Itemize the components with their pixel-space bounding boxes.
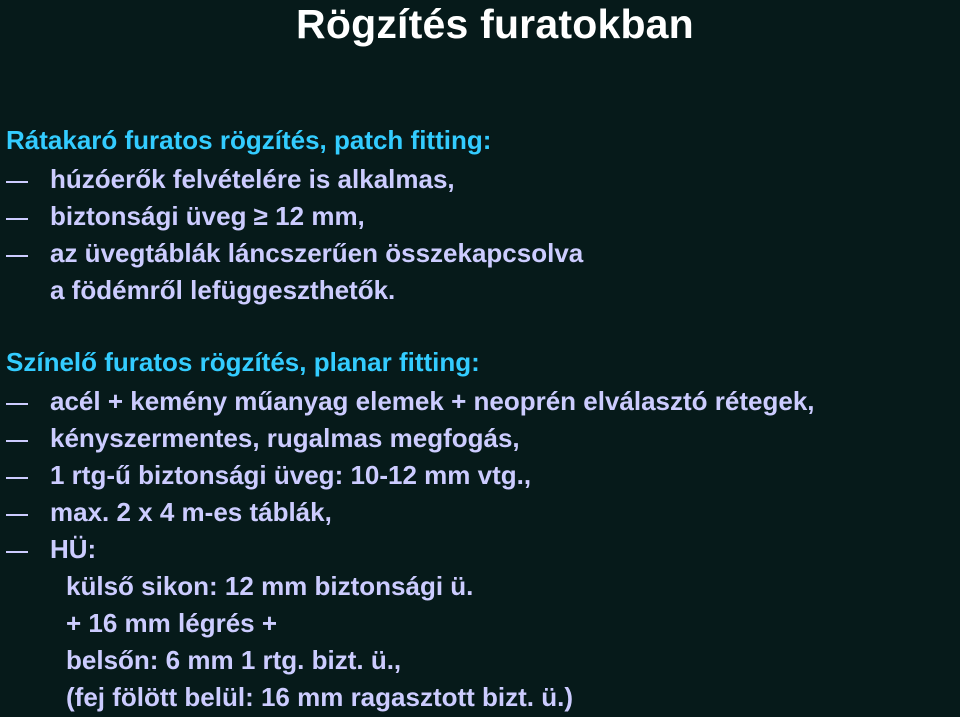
list-item: max. 2 x 4 m-es táblák, [50, 497, 332, 527]
dash-bullet-icon [6, 514, 28, 516]
sub-line: belsőn: 6 mm 1 rtg. bizt. ü., [66, 645, 402, 675]
list-item: acél + kemény műanyag elemek + neoprén elválasztó rétegek, [50, 386, 815, 416]
dash-bullet-icon [6, 181, 28, 183]
dash-bullet-icon [6, 403, 28, 405]
dash-bullet-icon [6, 477, 28, 479]
sub-line: + 16 mm légrés + [66, 608, 278, 638]
section-heading-planar-fitting: Színelő furatos rögzítés, planar fitting: [6, 347, 480, 377]
list-item: az üvegtáblák láncszerűen összekapcsolva [50, 238, 584, 268]
dash-bullet-icon [6, 551, 28, 553]
list-item: HÜ: [50, 534, 97, 564]
dash-bullet-icon [6, 255, 28, 257]
list-item: húzóerők felvételére is alkalmas, [50, 164, 455, 194]
list-item: biztonsági üveg ≥ 12 mm, [50, 201, 365, 231]
section-heading-patch-fitting: Rátakaró furatos rögzítés, patch fitting: [6, 125, 492, 155]
sub-line: külső sikon: 12 mm biztonsági ü. [66, 571, 474, 601]
list-item: 1 rtg-ű biztonsági üveg: 10-12 mm vtg., [50, 460, 532, 490]
list-item-continuation: a födémről lefüggeszthetők. [50, 275, 396, 305]
list-item: kényszermentes, rugalmas megfogás, [50, 423, 520, 453]
slide-title: Rögzítés furatokban [296, 1, 694, 47]
sub-line: (fej fölött belül: 16 mm ragasztott bizt. ü.) [66, 682, 573, 712]
dash-bullet-icon [6, 218, 28, 220]
dash-bullet-icon [6, 440, 28, 442]
